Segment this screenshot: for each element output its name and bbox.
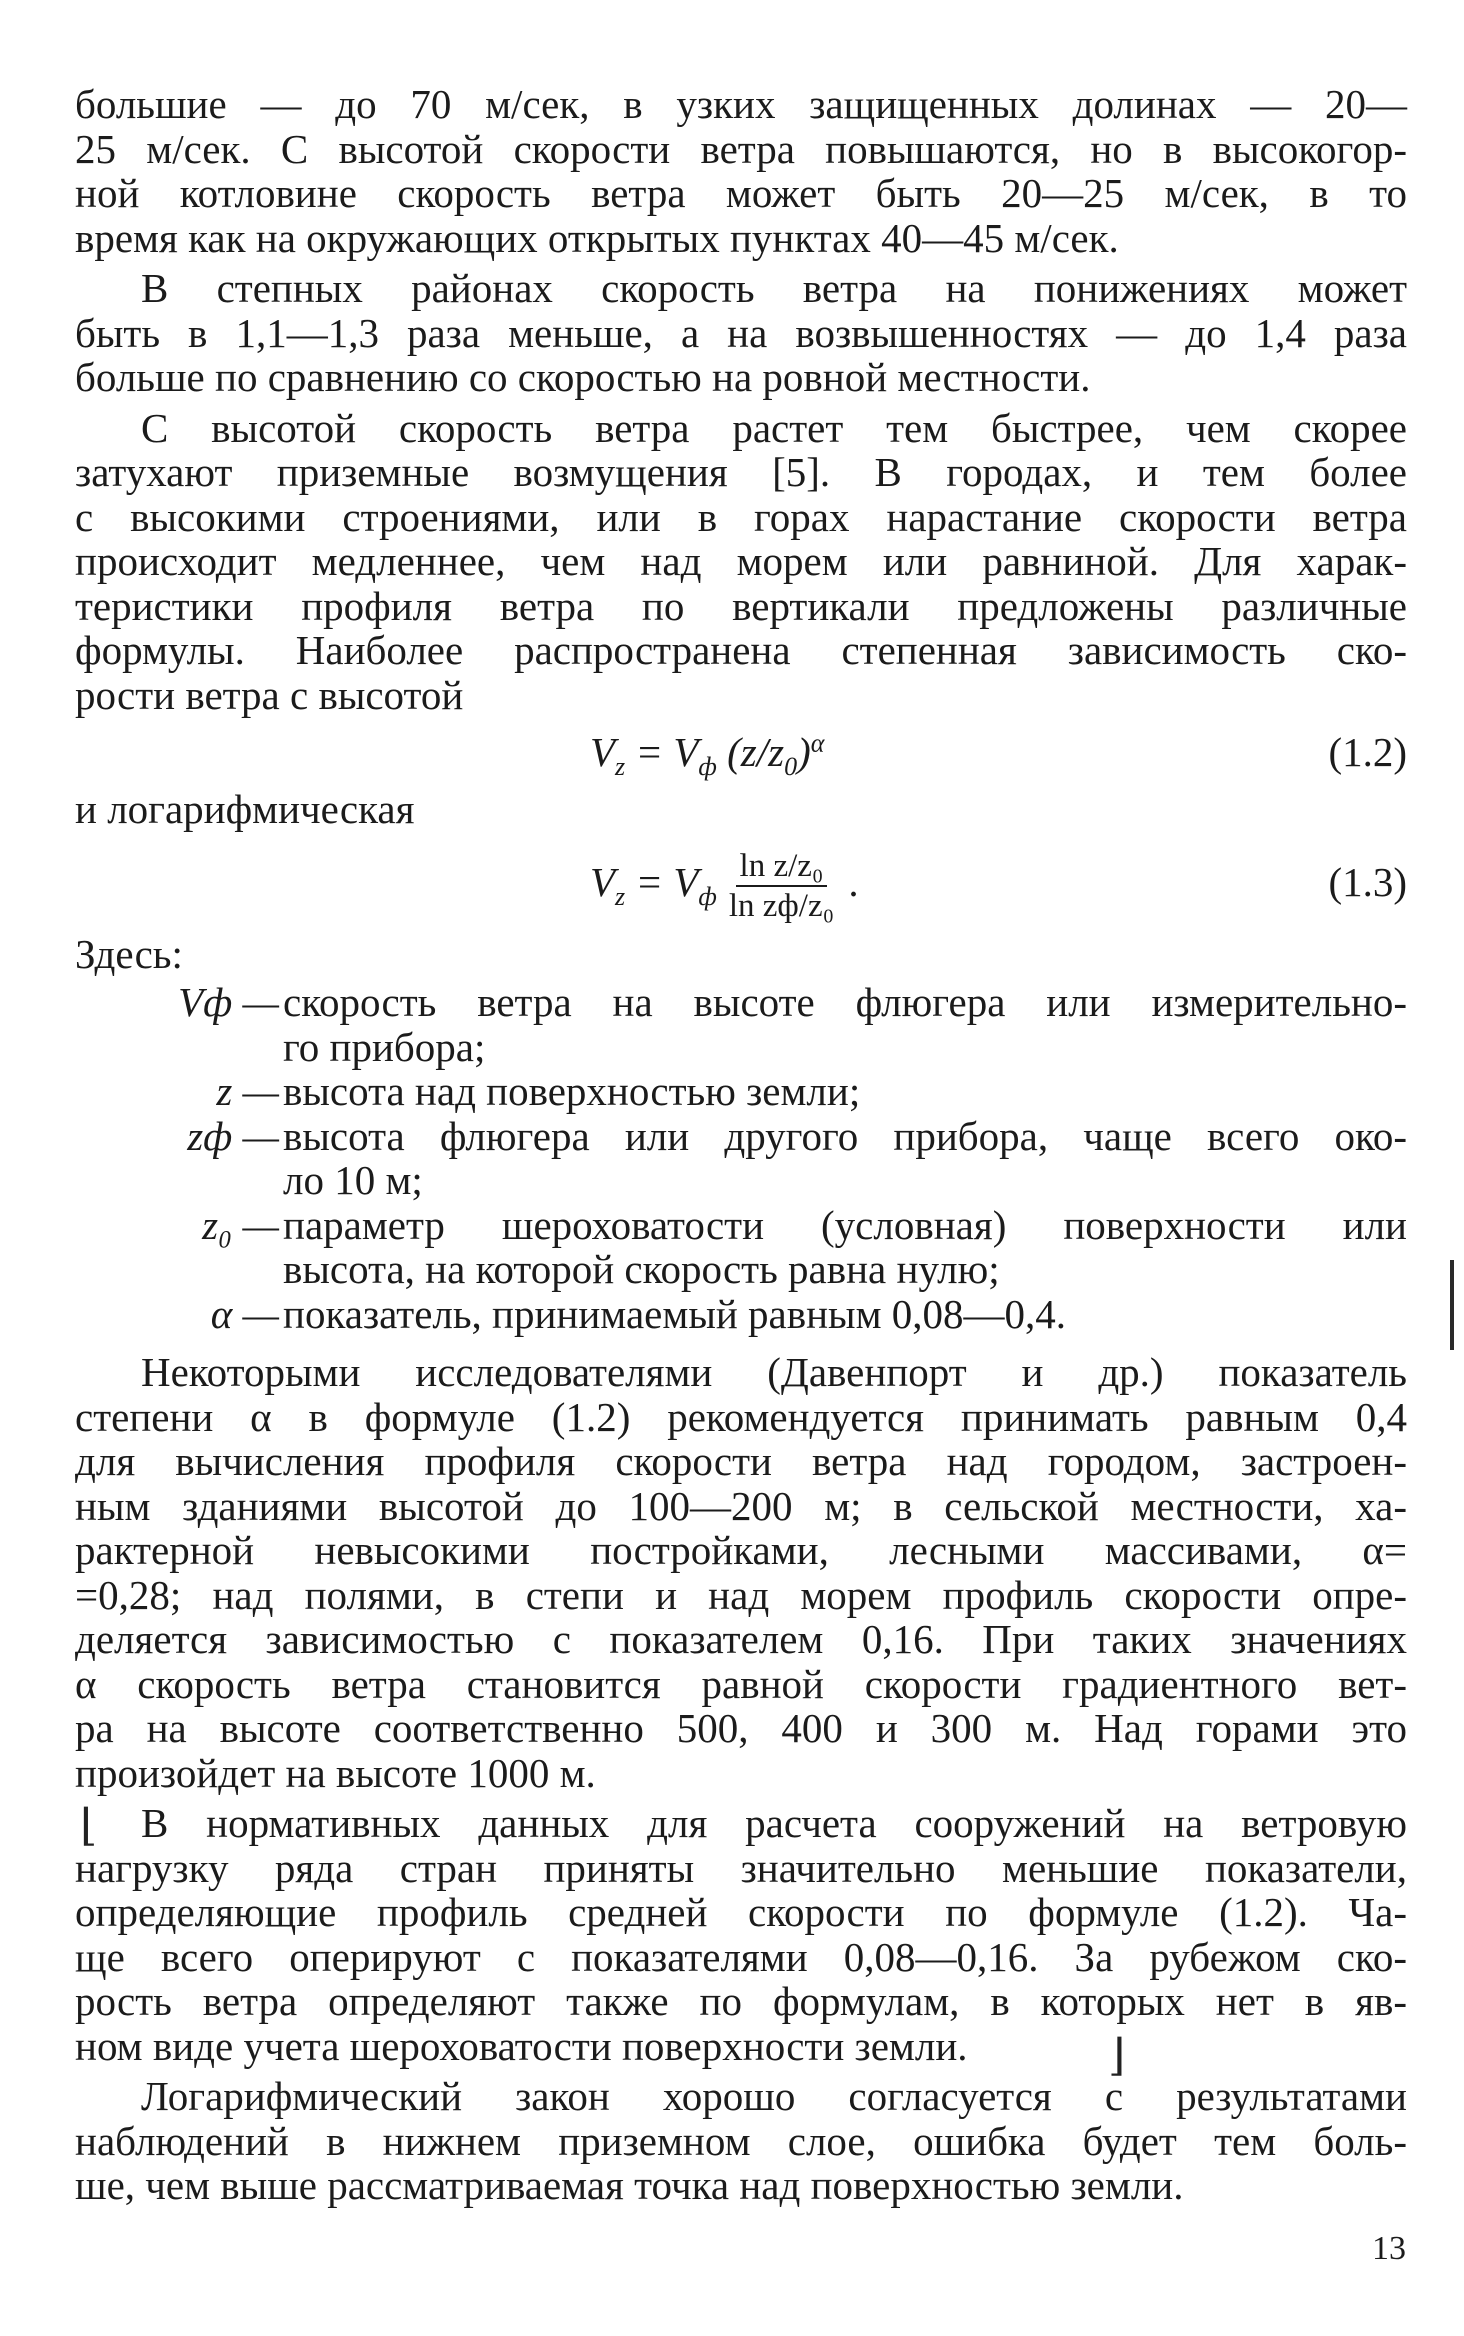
text-line: Некоторыми исследователями (Давенпорт и др.) показатель — [141, 1349, 1407, 1395]
formula-1-3 — [75, 832, 1407, 932]
text-line: произойдет на высоте 1000 м. — [75, 1749, 596, 1796]
text-line: для вычисления профиля скорости ветра над городом, застроен- — [75, 1438, 1407, 1484]
text-line: степени α в формуле (1.2) рекомендуется принимать равным 0,4 — [75, 1393, 1407, 1440]
paragraph-4 — [75, 1350, 1407, 1795]
definition-item: zф — высота флюгера или другого прибора, чаще всего око- ло 10 м; — [75, 1114, 1407, 1203]
text-line: время как на окружающих открытых пунктах 40—45 м/сек. — [75, 214, 1119, 261]
text-line: происходит медленнее, чем над морем или равниной. Для харак- — [75, 538, 1407, 584]
text-line: больше по сравнению со скоростью на ровной местности. — [75, 354, 1091, 400]
and-logarithmic: и логарифмическая — [75, 786, 415, 832]
text-line: В нормативных данных для расчета сооружений на ветровую — [141, 1800, 1407, 1846]
text-line: ра на высоте соответственно 500, 400 и 300 м. Над горами это — [75, 1705, 1407, 1751]
text-line: формулы. Наиболее распространена степенная зависимость ско- — [75, 627, 1407, 673]
text-line: С высотой скорость ветра растет тем быстрее, чем скорее — [141, 404, 1407, 451]
paragraph-1 — [75, 82, 1407, 260]
page-body — [75, 82, 1407, 2208]
definition-symbol: z₀ — — [202, 1201, 279, 1248]
text-line: ном виде учета шероховатости поверхности земли. — [75, 2022, 968, 2069]
definition-item: z₀ — параметр шероховатости (условная) поверхности или высота, на которой скорость равна нулю; — [75, 1203, 1407, 1292]
formula-expression: $V_z = V_ф$ $(z/z_0)^\alpha$ — [590, 728, 825, 782]
margin-mark — [1450, 1260, 1454, 1350]
paragraph-5 — [75, 1801, 1407, 2068]
text-line: быть в 1,1—1,3 раза меньше, а на возвышенностях — до 1,4 раза — [75, 309, 1407, 356]
text-line: теристики профиля ветра по вертикали предложены различные — [75, 582, 1407, 629]
definition-symbol: Vф — — [178, 979, 279, 1025]
formula-number: (1.2) — [1328, 729, 1407, 775]
formula-expression: $V_z = V_ф$ $\frac{\text{ln z/z₀}}{\text{ln zф/z₀}}$ . — [590, 848, 859, 925]
definition-item: α — показатель, принимаемый равным 0,08—0,4. — [75, 1292, 1407, 1337]
formula-1-2 — [75, 717, 1407, 787]
text-line: рактерной невысокими постройками, лесными массивами, α= — [75, 1527, 1407, 1573]
text-line: определяющие профиль средней скорости по формуле (1.2). Ча- — [75, 1889, 1407, 1935]
handwritten-bracket-close-mark: ⌋ — [1108, 2030, 1126, 2081]
paragraph-6 — [75, 2074, 1407, 2208]
text-line: большие — до 70 м/сек, в узких защищенных долинах — 20— — [75, 81, 1407, 127]
text-line: затухают приземные возмущения [5]. В городах, и тем более — [75, 449, 1407, 495]
page-number: 13 — [1372, 2230, 1406, 2267]
definition-item: z — высота над поверхностью земли; — [75, 1069, 1407, 1114]
definition-symbol: z — — [216, 1068, 279, 1114]
text-line: 25 м/сек. С высотой скорости ветра повышаются, но в высокогор- — [75, 125, 1407, 172]
text-line: ной котловине скорость ветра может быть 20—25 м/сек, в то — [75, 170, 1407, 216]
text-line: деляется зависимостью с показателем 0,16. При таких значениях — [75, 1616, 1407, 1662]
paragraph-2 — [75, 266, 1407, 400]
text-line: В степных районах скорость ветра на понижениях может — [141, 265, 1407, 311]
here-label: Здесь: — [75, 930, 183, 977]
definition-item: Vф — скорость ветра на высоте флюгера или измерительно- го прибора; — [75, 980, 1407, 1069]
text-line: с высокими строениями, или в горах нарастание скорости ветра — [75, 493, 1407, 540]
text-line: α скорость ветра становится равной скорости градиентного вет- — [75, 1660, 1407, 1707]
text-line: рости ветра с высотой — [75, 671, 464, 718]
text-line: Логарифмический закон хорошо согласуется с результатами — [141, 2073, 1407, 2119]
text-line: нагрузку ряда стран приняты значительно меньшие показатели, — [75, 1844, 1407, 1891]
paragraph-3 — [75, 406, 1407, 718]
text-line: рость ветра определяют также по формулам, в которых нет в яв- — [75, 1978, 1407, 2024]
formula-number: (1.3) — [1328, 858, 1407, 905]
text-line: ным зданиями высотой до 100—200 м; в сельской местности, ха- — [75, 1482, 1407, 1529]
handwritten-bracket-open-mark: ⌊ — [80, 1800, 98, 1851]
text-line: ще всего оперируют с показателями 0,08—0,16. За рубежом ско- — [75, 1933, 1407, 1980]
definition-symbol: zф — — [187, 1112, 279, 1159]
text-line: =0,28; над полями, в степи и над морем профиль скорости опре- — [75, 1571, 1407, 1618]
definition-symbol: α — — [210, 1290, 279, 1337]
definitions-list — [75, 980, 1407, 1336]
fraction: $\frac{\text{ln z/z₀}}{\text{ln zф/z₀}}$ — [728, 848, 835, 925]
text-line: ше, чем выше рассматриваемая точка над поверхностью земли. — [75, 2162, 1184, 2208]
text-line: наблюдений в нижнем приземном слое, ошибка будет тем боль- — [75, 2117, 1407, 2164]
